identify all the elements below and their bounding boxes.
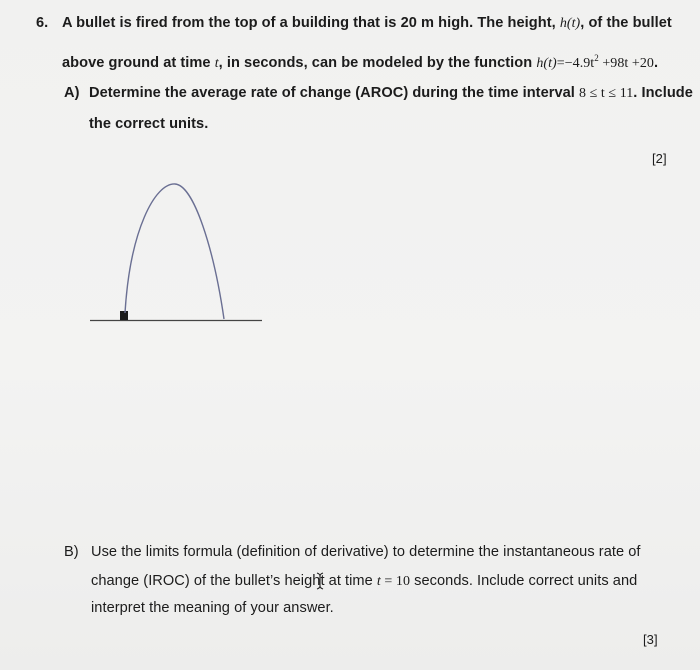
part-a-label: A): [64, 85, 80, 101]
part-b-text-after: t at time: [320, 573, 377, 589]
part-b-time-var: t: [376, 574, 381, 589]
part-b-label: B): [64, 544, 79, 560]
part-a-interval: 8 ≤ t ≤ 11: [579, 86, 634, 101]
question-text-end: , of the bullet: [580, 15, 672, 31]
question-text-mid: , in seconds, can be modeled by the function: [218, 55, 537, 71]
text-cursor-icon: [316, 572, 324, 590]
function-lhs: h(t): [536, 56, 557, 71]
question-text-period: .: [653, 55, 659, 71]
function-exponent: 2: [594, 53, 599, 63]
part-a-text-line2: the correct units.: [89, 116, 209, 132]
function-rest: +98t +20: [598, 56, 654, 71]
part-b-marks: [3]: [643, 632, 658, 647]
time-variable: t: [214, 56, 219, 71]
part-a-text-end: . Include: [633, 85, 693, 101]
question-text-start: above ground at time: [62, 55, 215, 71]
question-number: 6.: [36, 15, 49, 31]
part-a-text: Determine the average rate of change (AROC) during the time interval: [89, 85, 580, 101]
bullet-trajectory-curve: [125, 184, 224, 319]
height-function-ref: h(t): [559, 16, 581, 31]
question-text: A bullet is fired from the top of a building that is 20 m high. The height,: [62, 15, 560, 31]
building-marker: [120, 311, 128, 320]
part-b-text-end: seconds. Include correct units and: [410, 573, 638, 589]
function-equals: =−4.9t: [556, 56, 595, 71]
part-b-time-value: = 10: [380, 574, 411, 589]
part-a-marks: [2]: [652, 151, 667, 166]
part-b-text-line1: Use the limits formula (definition of derivative) to determine the instantaneous rate of: [91, 544, 641, 560]
part-b-text-start: change (IROC) of the bullet’s heigh: [91, 573, 321, 589]
part-b-text-line2: [91, 572, 637, 591]
part-b-text-line3: interpret the meaning of your answer.: [91, 600, 334, 616]
